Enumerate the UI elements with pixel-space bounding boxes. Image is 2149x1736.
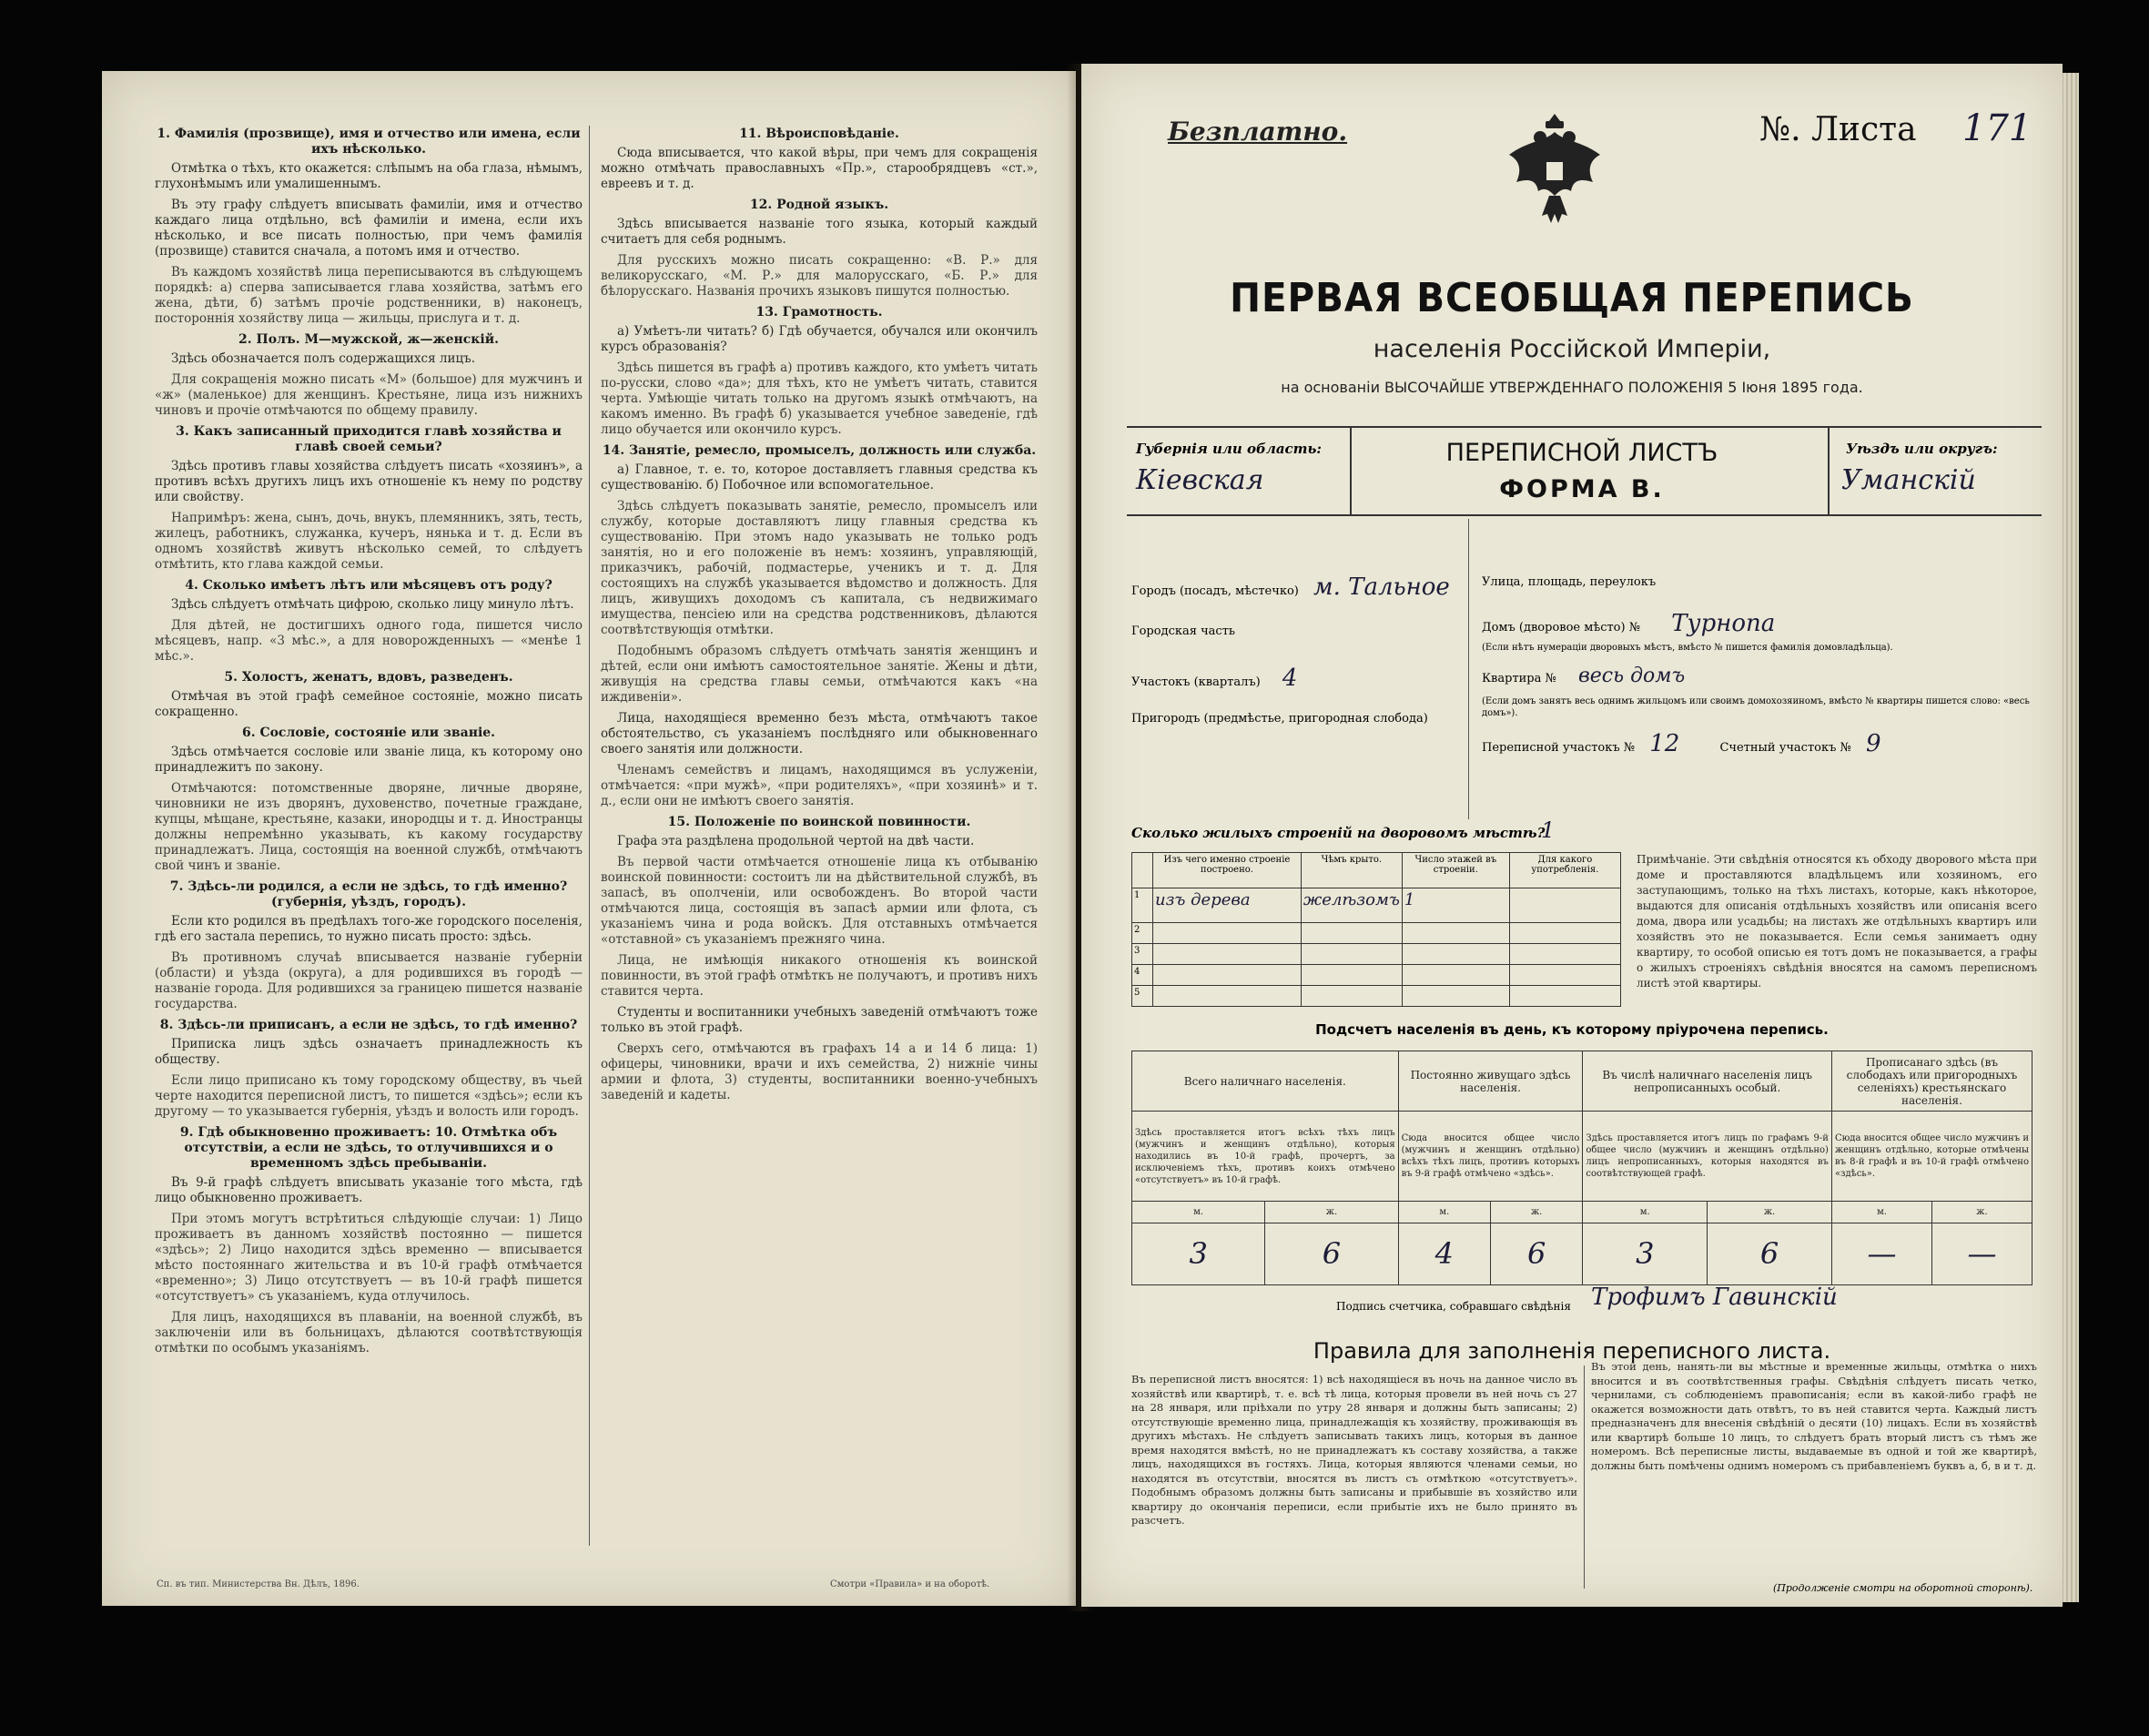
table-header: Всего наличнаго населенія. xyxy=(1132,1051,1399,1112)
instr-text: Здѣсь противъ главы хозяйства слѣдуетъ писать «хозяинъ», а противъ всѣхъ другихъ лицъ ихъ отношеніе къ нему по родству или свойству. xyxy=(155,459,583,504)
right-page-census-form xyxy=(1081,64,2063,1607)
instr-heading: 15. Положеніе по воинской повинности. xyxy=(667,815,971,829)
section-label: Участокъ (кварталъ) xyxy=(1131,675,1261,689)
table-cell: 5 xyxy=(1132,985,1153,1006)
instr-text: Въ первой части отмѣчается отношеніе лица къ отбыванію воинской повинности: состоитъ ли на дѣйствительной службѣ, въ запасѣ, въ ополченіи, или освобожденъ. Во второй части отмѣчаются лица, состоящія въ запасѣ армии или флота, съ указаніемъ чина и рода войскъ. Для отставныхъ отмѣчается «отставной» съ указаніемъ прежняго чина. xyxy=(601,855,1038,947)
instr-heading: 9. Гдѣ обыкновенно проживаетъ: 10. Отмѣтка объ отсутствіи, а если не здѣсь, то отлучившихся и о временномъ здѣсь пребываніи. xyxy=(179,1125,558,1171)
female-count: — xyxy=(1931,1223,2032,1284)
instr-text: Сверхъ сего, отмѣчаются въ графахъ 14 а и 14 б лица: 1) офицеры, чиновники, врачи и ихъ семейства, 2) нижніе чины армии и флота, 3) студенты, воспитанники военно-учебныхъ заведеній и кадеты. xyxy=(601,1041,1038,1102)
male-label: м. xyxy=(1398,1202,1490,1223)
city-part-label: Городская часть xyxy=(1131,624,1235,638)
instr-text: Графа эта раздѣлена продольной чертой на двѣ части. xyxy=(617,834,975,848)
male-label: м. xyxy=(1583,1202,1708,1223)
buildings-table xyxy=(1131,852,1621,1007)
table-cell xyxy=(1402,985,1509,1006)
male-count: — xyxy=(1831,1223,1931,1284)
instr-heading: 3. Какъ записанный приходится главѣ хозяйства и главѣ своей семьи? xyxy=(176,424,562,454)
table-cell: желѣзомъ xyxy=(1301,888,1402,923)
population-heading: Подсчетъ населенія въ день, къ которому пріурочена перепись. xyxy=(1315,1021,1829,1038)
footer-printer-note: Сп. въ тип. Министерства Вн. Дѣлъ, 1896. xyxy=(157,1579,360,1589)
table-row xyxy=(1132,943,1621,964)
instr-text: Въ противномъ случаѣ вписывается названіе губерніи (области) и уѣзда (округа), а для родившихся въ городѣ — названіе города. Для родившихся за границею пишется названіе государства. xyxy=(155,950,583,1011)
instr-text: Сюда вписывается, что какой вѣры, при чемъ для сокращенія можно отмѣчать православныхъ «Пр.», старообрядцевъ «ст.», евреевъ и т. д. xyxy=(601,146,1038,191)
sheet-number-value: 171 xyxy=(1962,107,2032,149)
table-header: Для какого употребленія. xyxy=(1509,853,1620,888)
footer-reference-note: Смотри «Правила» и на оборотѣ. xyxy=(830,1579,990,1589)
house-value: Турнопа xyxy=(1671,610,1776,637)
census-subtitle: населенія Россійской Имперіи, xyxy=(1373,335,1771,363)
male-count: 4 xyxy=(1398,1223,1490,1284)
table-cell xyxy=(1301,964,1402,985)
legal-basis-line: на основаніи ВЫСОЧАЙШЕ УТВЕРЖДЕННАГО ПОЛОЖЕНІЯ 5 Іюня 1895 года. xyxy=(1281,379,1863,396)
instr-text: Студенты и воспитанники учебныхъ заведеній отмѣчаютъ тоже только въ этой графѣ. xyxy=(601,1005,1038,1035)
city-value: м. Тальное xyxy=(1313,574,1450,601)
house-label: Домъ (дворовое мѣсто) № xyxy=(1482,621,1641,635)
rules-title: Правила для заполненія переписного листа. xyxy=(1313,1338,1831,1364)
female-label: ж. xyxy=(1931,1202,2032,1223)
column-divider xyxy=(589,126,590,1546)
table-cell: 1 xyxy=(1132,888,1153,923)
instr-text: Для лицъ, находящихся въ плаваніи, на военной службѣ, въ заключеніи или въ больницахъ, дѣлаются соотвѣтствующія отмѣтки по особымъ указаніямъ. xyxy=(155,1310,583,1355)
instr-heading: 13. Грамотность. xyxy=(755,305,883,320)
apartment-label: Квартира № xyxy=(1482,672,1556,685)
table-header xyxy=(1132,853,1153,888)
header-divider xyxy=(1828,428,1830,514)
instructions-column-1 xyxy=(155,121,583,1362)
instr-text: При этомъ могутъ встрѣтиться слѣдующіе случаи: 1) Лицо проживаетъ въ данномъ хозяйствѣ постоянно — пишется «здѣсь»; 2) Лицо находится здѣсь временно — вписывается мѣсто постояннаго жительства и въ 10-й графѣ отмѣчается «временно»; 3) Лицо отсутствуетъ — въ 10-й графѣ пишется «отсутствуетъ» съ указаніемъ, куда отлучилось. xyxy=(155,1212,583,1304)
table-cell xyxy=(1301,943,1402,964)
instr-text: а) Умѣетъ-ли читать? б) Гдѣ обучается, обучался или окончилъ курсъ образованія? xyxy=(601,324,1038,354)
male-label: м. xyxy=(1831,1202,1931,1223)
table-cell xyxy=(1402,964,1509,985)
buildings-count-value: 1 xyxy=(1541,817,1556,843)
female-label: ж. xyxy=(1490,1202,1582,1223)
table-header: Чѣмъ крыто. xyxy=(1301,853,1402,888)
census-area-label: Переписной участокъ № xyxy=(1482,741,1636,755)
table-cell xyxy=(1402,922,1509,943)
instr-text: Для дѣтей, не достигшихъ одного года, пишется число мѣсяцевъ, напр. «3 мѣс.», а для новорожденныхъ — «менѣе 1 мѣс.». xyxy=(155,618,583,664)
instr-heading: 11. Вѣроисповѣданіе. xyxy=(739,127,899,141)
table-cell: 4 xyxy=(1132,964,1153,985)
instr-text: Для русскихъ можно писать сокращенно: «В. Р.» для великорусскаго, «М. Р.» для малорусскаго, «Б. Р.» для бѣлорусскаго. Названія прочихъ языковъ пишутся полностью. xyxy=(601,253,1038,299)
table-cell xyxy=(1301,985,1402,1006)
instr-heading: 7. Здѣсь-ли родился, а если не здѣсь, то гдѣ именно? (губернія, уѣздъ, городъ). xyxy=(169,879,568,909)
continuation-note: (Продолженіе смотри на оборотной сторонѣ). xyxy=(1773,1582,2033,1594)
census-area-value: 12 xyxy=(1649,730,1680,757)
instr-heading: 5. Холостъ, женатъ, вдовъ, разведенъ. xyxy=(224,670,513,685)
census-title: ПЕРВАЯ ВСЕОБЩАЯ ПЕРЕПИСЬ xyxy=(1230,275,1914,321)
table-cell: Сюда вносится общее число (мужчинъ и женщинъ отдѣльно) всѣхъ тѣхъ лицъ, противъ которыхъ въ 9-й графѣ отмѣчено «здѣсь». xyxy=(1398,1112,1583,1202)
female-label: ж. xyxy=(1265,1202,1398,1223)
buildings-question: Сколько жилыхъ строеній на дворовомъ мѣстѣ? xyxy=(1131,825,1546,841)
counter-area-value: 9 xyxy=(1865,730,1881,757)
form-letter: ФОРМА В. xyxy=(1499,475,1665,503)
section-field xyxy=(1131,665,1297,692)
instr-text: Подобнымъ образомъ слѣдуетъ отмѣчать занятія женщинъ и дѣтей, если они имѣютъ самостоятельное занятіе. Жены и дѣти, живущія на средства главы семьи, отмѣчаются какъ «на иждивеніи». xyxy=(601,644,1038,705)
instr-text: Если кто родился въ предѣлахъ того-же городского поселенія, гдѣ его застала перепись, то нужно писать просто: здѣсь. xyxy=(155,914,583,944)
street-label: Улица, площадь, переулокъ xyxy=(1482,575,1657,589)
suburb-label: Пригородъ (предмѣстье, пригородная слобода) xyxy=(1131,712,1428,726)
table-cell xyxy=(1153,985,1302,1006)
table-cell xyxy=(1153,943,1302,964)
instr-text: Здѣсь слѣдуетъ отмѣчать цифрою, сколько лицу минуло лѣтъ. xyxy=(171,597,574,612)
instr-heading: 6. Сословіе, состояніе или званіе. xyxy=(241,726,496,740)
house-note: (Если нѣтъ нумераціи дворовыхъ мѣстъ, вмѣсто № пишется фамилія домовладѣльца). xyxy=(1482,643,1893,653)
house-field xyxy=(1482,610,1775,637)
instr-text: Здѣсь обозначается полъ содержащихся лицъ. xyxy=(171,351,476,366)
instr-text: Лица, не имѣющія никакого отношенія къ воинской повинности, въ этой графѣ отмѣткъ не получаютъ, и противъ нихъ ставится черта. xyxy=(601,953,1038,999)
section-value: 4 xyxy=(1282,665,1298,692)
table-cell xyxy=(1509,922,1620,943)
district-value: Уманскій xyxy=(1841,464,1976,496)
province-value: Кіевская xyxy=(1136,464,1264,496)
table-cell xyxy=(1509,985,1620,1006)
table-cell: Сюда вносится общее число мужчинъ и женщинъ отдѣльно, которые отмѣчены въ 8-й графѣ и въ 10-й графѣ отмѣчено «здѣсь». xyxy=(1831,1112,2032,1202)
table-cell xyxy=(1509,964,1620,985)
header-divider xyxy=(1350,428,1352,514)
counter-area-label: Счетный участокъ № xyxy=(1719,741,1851,755)
table-row xyxy=(1132,1223,2032,1284)
table-cell: Здѣсь проставляется итогъ всѣхъ тѣхъ лицъ (мужчинъ и женщинъ отдѣльно), которыя находились въ 10-й графѣ, прочертъ, за исключеніемъ тѣхъ, противъ коихъ отмѣчено «отсутствуетъ» въ 10-й графѣ. xyxy=(1132,1112,1399,1202)
population-table xyxy=(1131,1051,2032,1285)
female-count: 6 xyxy=(1265,1223,1398,1284)
free-label: Безплатно. xyxy=(1168,117,1348,147)
enumerator-signature: Трофимъ Гавинскій xyxy=(1591,1284,1838,1311)
instr-text: Здѣсь слѣдуетъ показывать занятіе, ремесло, промыселъ или службу, которые доставляютъ лицу главныя средства къ существованію. При этомъ надо указывать не только родъ занятія, но и его положеніе въ немъ: хозяинъ, управляющій, приказчикъ, рабочій, подмастерье, ученикъ и т. д. Для состоящихъ на службѣ указывается вѣдомство и должность. Для лицъ, живущихъ доходомъ съ капитала, съ недвижимаго имущества, пенсіею или на средства родственниковъ, дѣлаются соотвѣтствующія отмѣтки. xyxy=(601,499,1038,637)
female-label: ж. xyxy=(1708,1202,1832,1223)
signature-label: Подпись счетчика, собравшаго свѣдѣнія xyxy=(1336,1300,1571,1313)
table-header: Прописанаго здѣсь (въ слободахъ или пригородныхъ селеніяхъ) крестьянскаго населенія. xyxy=(1831,1051,2032,1112)
city-field xyxy=(1131,574,1450,601)
instr-text: Въ 9-й графѣ слѣдуетъ вписывать указаніе того мѣста, гдѣ лицо обыкновенно проживаетъ. xyxy=(155,1175,583,1205)
table-header-row xyxy=(1132,853,1621,888)
table-cell xyxy=(1153,922,1302,943)
table-cell xyxy=(1509,888,1620,923)
sheet-number-label: №. Листа xyxy=(1759,111,1917,148)
instr-heading: 2. Полъ. М—мужской, ж—женскій. xyxy=(238,332,499,347)
imperial-eagle-emblem xyxy=(1500,105,1609,232)
table-header: Изъ чего именно строеніе построено. xyxy=(1153,853,1302,888)
apartment-field xyxy=(1482,665,1685,687)
instr-text: Если лицо приписано къ тому городскому обществу, въ чьей черте находится переписной листъ, то пишется «здѣсь»; если къ другому — то указывается губернія, уѣздъ и волость или городъ. xyxy=(155,1073,583,1119)
instr-text: Отмѣчаются: потомственные дворяне, личные дворяне, чиновники не изъ дворянъ, духовенство, почетные граждане, купцы, мѣщане, крестьяне, казаки, инородцы и т. д. Иностранцы должны непремѣнно указывать, къ какому государству принадлежатъ. Лица, состоящія на военной службѣ, отмѣчаютъ свой чинъ и званіе. xyxy=(155,781,583,873)
instr-text: Лица, находящіеся временно безъ мѣста, отмѣчаютъ такое обстоятельство, съ указаніемъ послѣдняго или обыкновеннаго своего занятія или должности. xyxy=(601,711,1038,756)
table-header: Постоянно живущаго здѣсь населенія. xyxy=(1398,1051,1583,1112)
table-cell: 3 xyxy=(1132,943,1153,964)
table-row xyxy=(1132,964,1621,985)
table-row xyxy=(1132,1112,2032,1202)
table-header-row xyxy=(1132,1051,2032,1112)
female-count: 6 xyxy=(1708,1223,1832,1284)
table-row xyxy=(1132,1202,2032,1223)
table-cell: 1 xyxy=(1402,888,1509,923)
table-header: Въ числѣ наличнаго населенія лицъ непрописанныхъ особый. xyxy=(1583,1051,1832,1112)
instr-heading: 14. Занятіе, ремесло, промыселъ, должность или служба. xyxy=(602,443,1037,458)
instr-text: Отмѣчая въ этой графѣ семейное состояніе, можно писать сокращенно. xyxy=(155,689,583,719)
male-count: 3 xyxy=(1132,1223,1265,1284)
instructions-column-2 xyxy=(601,121,1038,1109)
form-title: ПЕРЕПИСНОЙ ЛИСТЪ xyxy=(1445,439,1718,467)
table-cell xyxy=(1402,943,1509,964)
province-label: Губернія или область: xyxy=(1136,441,1322,457)
instr-heading: 1. Фамилія (прозвище), имя и отчество или имена, если ихъ нѣсколько. xyxy=(157,127,581,157)
instr-text: Для сокращенія можно писать «М» (большое) для мужчинъ и «ж» (маленькое) для женщинъ. Крестьяне, лица изъ нижнихъ чиновъ и прочіе отмѣчаются по общему правилу. xyxy=(155,372,583,418)
instr-text: Въ эту графу слѣдуетъ вписывать фамиліи, имя и отчество каждаго лица отдѣльно, всѣ фамиліи и имена, если ихъ нѣсколько, и все писать полностью, при чемъ фамилія (прозвище) ставится сначала, а потомъ имя и отчество. xyxy=(155,198,583,259)
table-cell xyxy=(1301,922,1402,943)
instr-text: Приписка лицъ здѣсь означаетъ принадлежность къ обществу. xyxy=(155,1037,583,1067)
street-field xyxy=(1482,575,1656,589)
apartment-note: (Если домъ занятъ весь однимъ жильцомъ или своимъ домохозяиномъ, вмѣсто № квартиры пишется слово: «весь домъ»). xyxy=(1482,696,2030,718)
male-label: м. xyxy=(1132,1202,1265,1223)
instr-text: Напримѣръ: жена, сынъ, дочь, внукъ, племянникъ, зять, тесть, жилецъ, работникъ, служанка, кучеръ, нянька и т. д. Если въ одномъ хозяйствѣ живутъ нѣсколько семей, то слѣдуетъ отмѣтить, кто глава каждой семьи. xyxy=(155,511,583,572)
table-cell: Здѣсь проставляется итогъ лицъ по графамъ 9-й общее число (мужчинъ и женщинъ отдѣльно) лицъ непрописанныхъ, которыя находятся въ соотвѣтствующей графѣ. xyxy=(1583,1112,1832,1202)
instr-text: Здѣсь отмѣчается сословіе или званіе лица, къ которому оно принадлежитъ по закону. xyxy=(155,745,583,775)
city-part-field xyxy=(1131,624,1235,638)
table-row xyxy=(1132,985,1621,1006)
buildings-note: Примѣчаніе. Эти свѣдѣнія относятся къ обходу дворового мѣста при доме и проставляются владѣльцемъ или хозяиномъ, его заступающимъ, только на тѣхъ листахъ, которые, какъ нѣкоторое, выдаются для описанія отдѣльныхъ хозяйствъ или описанія всего дома, двора или усадьбы; на листахъ же отдѣльныхъ квартиръ или хозяйствъ это не показывается. Если семья занимаетъ одну квартиру, то особой описью ея тотъ домъ не показывается, а графы о жилыхъ строеніяхъ свѣдѣнія вносятся на самомъ переписномъ листѣ этой квартиры. xyxy=(1637,853,2037,990)
district-label: Уѣздъ или округъ: xyxy=(1846,441,1998,457)
rules-column-2: Въ этой день, нанять-ли вы мѣстные и временные жильцы, отмѣтка о нихъ вносится и въ соотвѣтственныя графы. Свѣдѣнія слѣдуетъ писать четко, чернилами, съ соблюденіемъ правописанія; если въ какой-либо графѣ не окажется возможности дать отвѣтъ, то въ ней ставится черта. Каждый листъ предназначенъ для внесенія свѣдѣній о десяти (10) лицахъ. Если въ хозяйствѣ или квартирѣ больше 10 лицъ, то слѣдуетъ брать вторый листъ съ тѣмъ же номеромъ. Всѣ переписные листы, выдаваемые въ одной и той же квартирѣ, должны быть помѣчены однимъ номеромъ съ прибавленіемъ буквъ а, б, в и т. д. xyxy=(1591,1360,2037,1472)
city-label: Городъ (посадъ, мѣстечко) xyxy=(1131,584,1299,598)
instr-heading: 8. Здѣсь-ли приписанъ, а если не здѣсь, то гдѣ именно? xyxy=(159,1018,578,1032)
table-cell xyxy=(1509,943,1620,964)
form-header-box xyxy=(1127,426,2042,516)
instr-heading: 12. Родной языкъ. xyxy=(749,198,889,212)
instr-text: Здѣсь вписывается названіе того языка, который каждый считаетъ для себя роднымъ. xyxy=(601,217,1038,247)
instr-heading: 4. Сколько имѣетъ лѣтъ или мѣсяцевъ отъ роду? xyxy=(185,578,552,593)
instr-text: Отмѣтка о тѣхъ, кто окажется: слѣпымъ на оба глаза, нѣмымъ, глухонѣмымъ или умалишеннымъ. xyxy=(155,161,583,191)
table-row xyxy=(1132,888,1621,923)
female-count: 6 xyxy=(1490,1223,1582,1284)
apartment-value: весь домъ xyxy=(1577,665,1686,687)
table-cell: изъ дерева xyxy=(1153,888,1302,923)
rules-divider xyxy=(1584,1365,1585,1589)
left-page-instructions xyxy=(102,71,1076,1606)
address-divider xyxy=(1468,519,1469,819)
suburb-field xyxy=(1131,712,1428,726)
male-count: 3 xyxy=(1583,1223,1708,1284)
table-row xyxy=(1132,922,1621,943)
rules-column-1: Въ переписной листъ вносятся: 1) всѣ находящіеся въ ночь на данное число въ хозяйствѣ или квартирѣ, т. е. всѣ тѣ лица, которыя провели въ ней ночь съ 27 на 28 января, или пріѣхали по утру 28 января и должны быть записаны; 2) отсутствующіе временно лица, принадлежащія къ хозяйству, проживающія въ другихъ мѣстахъ. Не слѣдуетъ записывать такихъ лицъ, которыя въ данное время находятся вмѣстѣ, но не принадлежатъ къ составу хозяйства, а также лицъ, находящихся въ гостяхъ. Лица, которыя являются членами семьи, но находятся въ отсутствіи, вносятся въ листъ съ отмѣткою «отсутствуетъ». Подобнымъ образомъ должны быть записаны и прибывшіе въ хозяйство или квартиру до окончанія переписи, если прибытіе ихъ не было принято въ разсчетъ. xyxy=(1131,1373,1577,1527)
instr-text: Здѣсь пишется въ графѣ а) противъ каждого, кто умѣетъ читать по-русски, слово «да»; для тѣхъ, кто не умѣетъ читать, ставится черта. Умѣющіе читать только на другомъ языкѣ отмѣчаютъ, на какомъ именно. Въ графѣ б) указывается учебное заведеніе, гдѣ лицо обучается или окончило курсъ. xyxy=(601,360,1038,437)
table-header: Число этажей въ строеніи. xyxy=(1402,853,1509,888)
census-area-field xyxy=(1482,730,1881,757)
table-cell: 2 xyxy=(1132,922,1153,943)
instr-text: Членамъ семействъ и лицамъ, находящимся въ услуженіи, отмѣчается: «при мужѣ», «при родителяхъ», «при хозяинѣ» и т. д., если они не имѣютъ своего занятія. xyxy=(601,763,1038,808)
instr-text: Въ каждомъ хозяйствѣ лица переписываются въ слѣдующемъ порядкѣ: а) сперва записывается глава хозяйства, затѣмъ его жена, дѣти, б) затѣмъ прочіе родственники, в) наконецъ, постороннія хозяйству лица — жильцы, прислуга и т. д. xyxy=(155,265,583,326)
instr-text: а) Главное, т. е. то, которое доставляетъ главныя средства къ существованію. б) Побочное или вспомогательное. xyxy=(601,462,1038,492)
table-cell xyxy=(1153,964,1302,985)
